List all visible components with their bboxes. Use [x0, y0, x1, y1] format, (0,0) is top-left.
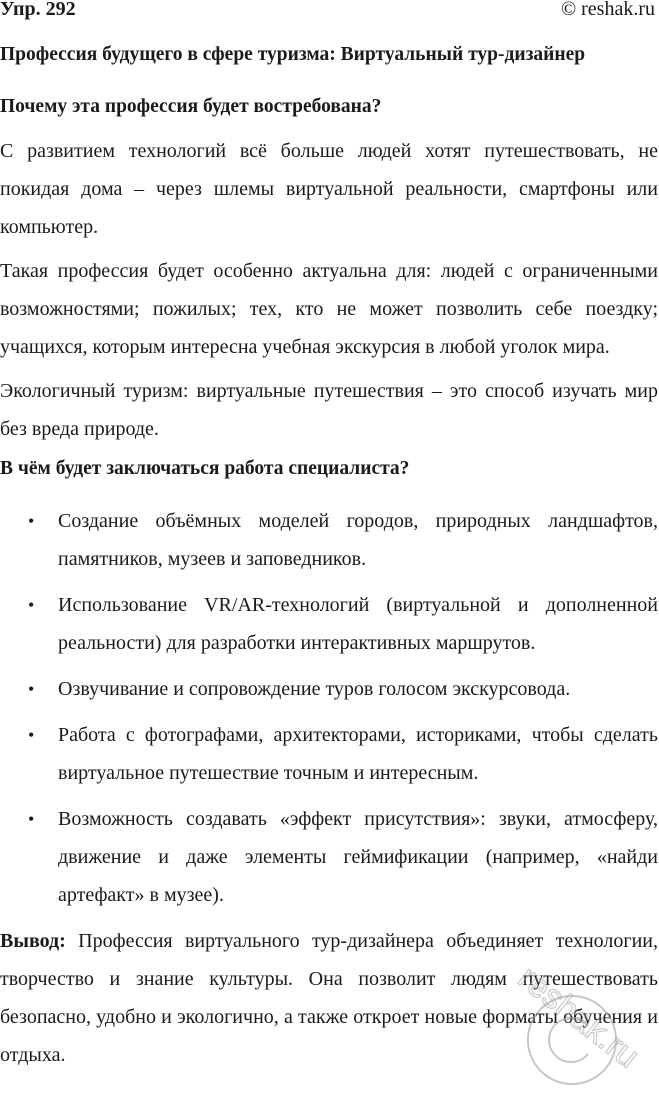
conclusion-text: Профессия виртуального тур-дизайнера объединяет технологии, творчество и знание культуры. Она позволит людям путешествовать безопасно, удобно и экологично, а также откроет новые форматы обучения и отдыха. [0, 930, 658, 1066]
top-bar [0, 0, 659, 24]
exercise-number: Упр. 292 [0, 0, 76, 20]
list-item [0, 502, 658, 578]
paragraph-1: С развитием технологий всё больше людей хотят путешествовать, не покидая дома – через шлемы виртуальной реальности, смартфоны или компьютер. [0, 140, 658, 238]
list-item [0, 800, 658, 914]
list-item [0, 670, 658, 708]
duties-list [0, 502, 658, 914]
watermark-text: reshak.ru [511, 958, 647, 1076]
list-item-text: Возможность создавать «эффект присутствия»: звуки, атмосферу, движение и даже элементы геймификации (например, «найди артефакт» в музее). [58, 808, 658, 906]
list-item-text: Работа с фотографами, архитекторами, историками, чтобы сделать виртуальное путешествие точным и интересным. [58, 724, 658, 784]
paragraph-3: Экологичный туризм: виртуальные путешествия – это способ изучать мир без вреда природе. [0, 380, 658, 440]
list-item-text: Создание объёмных моделей городов, природных ландшафтов, памятников, музеев и заповедников. [58, 510, 658, 570]
conclusion-paragraph [0, 922, 658, 1074]
list-item [0, 586, 658, 662]
bullet-icon: • [28, 595, 35, 615]
paragraph-2: Такая профессия будет особенно актуальна для: людей с ограниченными возможностями; пожилых; тех, кто не может позволить себе поездку; учащихся, которым интересна учебная экскурсия в любой уголок мира. [0, 260, 658, 358]
question-heading-2: В чём будет заключаться работа специалиста? [0, 458, 410, 479]
list-item-text: Озвучивание и сопровождение туров голосом экскурсовода. [58, 678, 571, 700]
list-item-text: Использование VR/AR-технологий (виртуальной и дополненной реальности) для разработки интерактивных маршрутов. [58, 594, 658, 654]
site-credit: © reshak.ru [560, 0, 655, 20]
bullet-icon: • [28, 511, 35, 531]
bullet-icon: • [28, 809, 35, 829]
list-item [0, 716, 658, 792]
document-body [0, 42, 658, 1080]
bullet-icon: • [28, 679, 35, 699]
question-heading-1: Почему эта профессия будет востребована? [0, 96, 382, 117]
document-title: Профессия будущего в сфере туризма: Виртуальный тур-дизайнер [0, 44, 586, 65]
bullet-icon: • [28, 725, 35, 745]
conclusion-label: Вывод: [0, 930, 66, 952]
